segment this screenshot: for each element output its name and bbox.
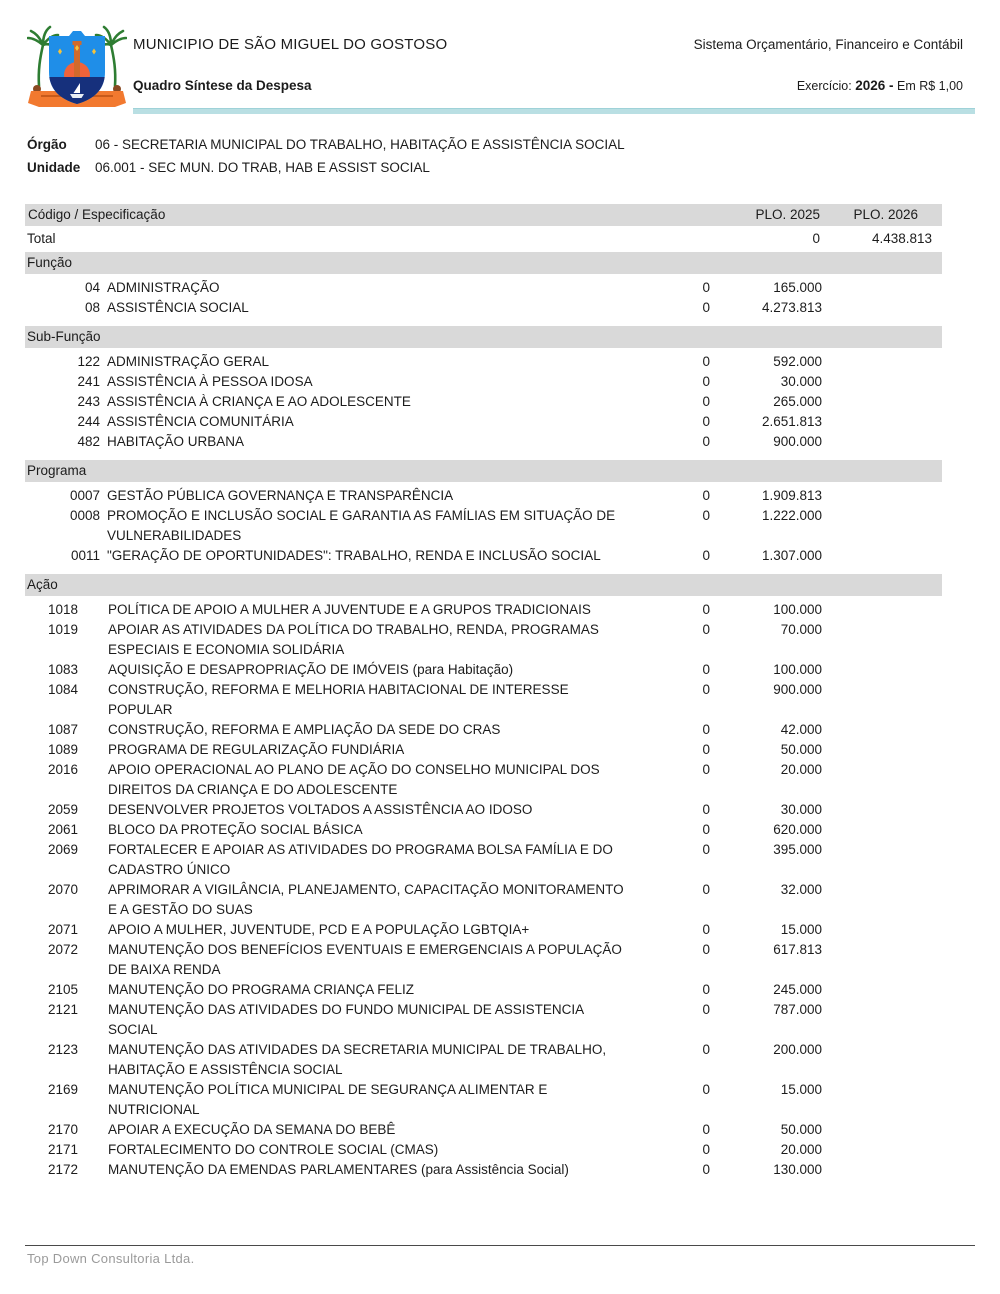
table-row xyxy=(25,372,942,392)
total-plo-2025: 0 xyxy=(812,231,820,246)
section-title-bar xyxy=(25,252,942,274)
table-header-row xyxy=(25,204,942,226)
row-plo-2026: 1.307.000 xyxy=(761,548,822,563)
row-plo-2026: 787.000 xyxy=(773,1002,822,1017)
table-row xyxy=(25,720,942,740)
row-plo-2025: 0 xyxy=(702,548,710,563)
row-plo-2026: 592.000 xyxy=(773,354,822,369)
row-plo-2025: 0 xyxy=(702,300,710,315)
row-code: 2121 xyxy=(47,1002,78,1017)
row-code: 1083 xyxy=(47,662,78,677)
row-code: 1087 xyxy=(47,722,78,737)
row-plo-2026: 1.222.000 xyxy=(761,508,822,523)
table-row xyxy=(25,506,942,546)
row-code: 1084 xyxy=(47,682,78,697)
section-title-bar xyxy=(25,460,942,482)
section-title: Programa xyxy=(27,463,87,478)
row-plo-2026: 617.813 xyxy=(773,942,822,957)
column-header-plo-2025: PLO. 2025 xyxy=(755,207,820,222)
row-plo-2026: 42.000 xyxy=(780,722,822,737)
section-rows xyxy=(25,600,942,1180)
table-row xyxy=(25,1140,942,1160)
section-programa xyxy=(25,460,942,566)
row-code: 241 xyxy=(77,374,100,389)
row-plo-2026: 70.000 xyxy=(780,622,822,637)
table-row xyxy=(25,486,942,506)
table-row xyxy=(25,1160,942,1180)
row-plo-2025: 0 xyxy=(702,1042,710,1057)
table-row xyxy=(25,920,942,940)
row-plo-2025: 0 xyxy=(702,842,710,857)
row-description: GESTÃO PÚBLICA GOVERNANÇA E TRANSPARÊNCIA xyxy=(107,488,454,503)
row-plo-2026: 265.000 xyxy=(773,394,822,409)
row-plo-2025: 0 xyxy=(702,1122,710,1137)
table-row xyxy=(25,820,942,840)
row-description: MANUTENÇÃO DO PROGRAMA CRIANÇA FELIZ xyxy=(108,982,415,997)
row-description: BLOCO DA PROTEÇÃO SOCIAL BÁSICA xyxy=(108,822,363,837)
row-plo-2025: 0 xyxy=(702,488,710,503)
orgao-label: Órgão xyxy=(27,137,67,152)
row-plo-2026: 30.000 xyxy=(780,802,822,817)
row-code: 0007 xyxy=(69,488,100,503)
row-description: APRIMORAR A VIGILÂNCIA, PLANEJAMENTO, CAPACITAÇÃO MONITORAMENTO E A GESTÃO DO SUAS xyxy=(108,882,624,917)
report-header xyxy=(25,20,975,116)
row-plo-2025: 0 xyxy=(702,354,710,369)
row-plo-2026: 900.000 xyxy=(773,682,822,697)
total-plo-2026: 4.438.813 xyxy=(871,231,932,246)
row-plo-2025: 0 xyxy=(702,622,710,637)
unidade-value: 06.001 - SEC MUN. DO TRAB, HAB E ASSIST SOCIAL xyxy=(95,160,430,175)
row-code: 2105 xyxy=(47,982,78,997)
total-row xyxy=(25,228,942,249)
row-description: AQUISIÇÃO E DESAPROPRIAÇÃO DE IMÓVEIS (para Habitação) xyxy=(108,662,514,677)
row-description: POLÍTICA DE APOIO A MULHER A JUVENTUDE E A GRUPOS TRADICIONAIS xyxy=(108,602,591,617)
row-code: 122 xyxy=(77,354,100,369)
table-row xyxy=(25,620,942,660)
row-plo-2025: 0 xyxy=(702,982,710,997)
row-description: FORTALECER E APOIAR AS ATIVIDADES DO PROGRAMA BOLSA FAMÍLIA E DO CADASTRO ÚNICO xyxy=(108,842,613,877)
row-plo-2026: 32.000 xyxy=(780,882,822,897)
row-plo-2026: 1.909.813 xyxy=(761,488,822,503)
row-plo-2025: 0 xyxy=(702,762,710,777)
row-description: PROGRAMA DE REGULARIZAÇÃO FUNDIÁRIA xyxy=(108,742,405,757)
row-code: 2059 xyxy=(47,802,78,817)
row-plo-2025: 0 xyxy=(702,280,710,295)
row-description: ASSISTÊNCIA COMUNITÁRIA xyxy=(107,414,294,429)
row-plo-2026: 2.651.813 xyxy=(761,414,822,429)
row-description: APOIO OPERACIONAL AO PLANO DE AÇÃO DO CONSELHO MUNICIPAL DOS DIREITOS DA CRIANÇA E DO ADOLESCENTE xyxy=(108,762,600,797)
table-row xyxy=(25,1120,942,1140)
row-description: APOIAR A EXECUÇÃO DA SEMANA DO BEBÊ xyxy=(108,1122,396,1137)
row-description: ASSISTÊNCIA À CRIANÇA E AO ADOLESCENTE xyxy=(107,394,411,409)
row-code: 0008 xyxy=(69,508,100,523)
row-plo-2026: 100.000 xyxy=(773,662,822,677)
row-description: PROMOÇÃO E INCLUSÃO SOCIAL E GARANTIA AS FAMÍLIAS EM SITUAÇÃO DE VULNERABILIDADES xyxy=(107,508,616,543)
table-row xyxy=(25,680,942,720)
row-code: 1089 xyxy=(47,742,78,757)
table-row xyxy=(25,1040,942,1080)
table-row xyxy=(25,546,942,566)
table-row xyxy=(25,880,942,920)
currency-unit-note: Em R$ 1,00 xyxy=(896,79,963,93)
row-description: MANUTENÇÃO DAS ATIVIDADES DA SECRETARIA MUNICIPAL DE TRABALHO, HABITAÇÃO E ASSISTÊNCIA SOCIAL xyxy=(108,1042,607,1077)
municipal-coat-of-arms-icon xyxy=(27,22,127,114)
row-code: 2123 xyxy=(47,1042,78,1057)
row-plo-2025: 0 xyxy=(702,1162,710,1177)
section-sub-funcao xyxy=(25,326,942,452)
row-plo-2025: 0 xyxy=(702,374,710,389)
row-description: ADMINISTRAÇÃO xyxy=(107,280,220,295)
table-row xyxy=(25,800,942,820)
table-row xyxy=(25,352,942,372)
row-plo-2025: 0 xyxy=(702,742,710,757)
section-title-bar xyxy=(25,326,942,348)
section-title: Sub-Função xyxy=(27,329,101,344)
row-plo-2025: 0 xyxy=(702,1082,710,1097)
row-code: 2169 xyxy=(47,1082,78,1097)
row-description: ASSISTÊNCIA SOCIAL xyxy=(107,300,249,315)
table-row xyxy=(25,432,942,452)
table-row xyxy=(25,1000,942,1040)
row-code: 2171 xyxy=(47,1142,78,1157)
table-row xyxy=(25,1080,942,1120)
row-plo-2025: 0 xyxy=(702,722,710,737)
row-plo-2026: 4.273.813 xyxy=(761,300,822,315)
section-title: Função xyxy=(27,255,73,270)
row-description: CONSTRUÇÃO, REFORMA E AMPLIAÇÃO DA SEDE DO CRAS xyxy=(108,722,501,737)
row-plo-2026: 130.000 xyxy=(773,1162,822,1177)
row-code: 482 xyxy=(77,434,100,449)
section-title: Ação xyxy=(27,577,58,592)
row-plo-2025: 0 xyxy=(702,394,710,409)
row-plo-2026: 200.000 xyxy=(773,1042,822,1057)
row-plo-2026: 50.000 xyxy=(780,1122,822,1137)
row-code: 2072 xyxy=(47,942,78,957)
unidade-label: Unidade xyxy=(27,160,81,175)
report-footer xyxy=(25,1245,975,1266)
row-code: 2069 xyxy=(47,842,78,857)
section-rows xyxy=(25,278,942,318)
row-plo-2026: 245.000 xyxy=(773,982,822,997)
row-description: MANUTENÇÃO DAS ATIVIDADES DO FUNDO MUNICIPAL DE ASSISTENCIA SOCIAL xyxy=(108,1002,584,1037)
orgao-value: 06 - SECRETARIA MUNICIPAL DO TRABALHO, HABITAÇÃO E ASSISTÊNCIA SOCIAL xyxy=(95,137,625,152)
section-acao xyxy=(25,574,942,1180)
table-row xyxy=(25,740,942,760)
report-title: Quadro Síntese da Despesa xyxy=(133,78,312,93)
row-plo-2025: 0 xyxy=(702,822,710,837)
row-code: 2061 xyxy=(47,822,78,837)
row-code: 1018 xyxy=(47,602,78,617)
section-rows xyxy=(25,486,942,566)
row-plo-2026: 15.000 xyxy=(780,922,822,937)
exercise-year: 2026 - xyxy=(855,78,894,93)
row-plo-2025: 0 xyxy=(702,802,710,817)
row-code: 0011 xyxy=(70,548,100,563)
municipality-name: MUNICIPIO DE SÃO MIGUEL DO GOSTOSO xyxy=(133,36,448,53)
row-plo-2026: 620.000 xyxy=(773,822,822,837)
row-description: MANUTENÇÃO POLÍTICA MUNICIPAL DE SEGURANÇA ALIMENTAR E NUTRICIONAL xyxy=(108,1082,548,1117)
table-row xyxy=(25,940,942,980)
row-plo-2025: 0 xyxy=(702,682,710,697)
row-code: 04 xyxy=(84,280,100,295)
row-plo-2026: 20.000 xyxy=(780,762,822,777)
row-description: HABITAÇÃO URBANA xyxy=(107,434,245,449)
row-plo-2025: 0 xyxy=(702,1142,710,1157)
table-row xyxy=(25,660,942,680)
row-plo-2025: 0 xyxy=(702,414,710,429)
row-plo-2026: 900.000 xyxy=(773,434,822,449)
table-row xyxy=(25,278,942,298)
row-description: APOIO A MULHER, JUVENTUDE, PCD E A POPULAÇÃO LGBTQIA+ xyxy=(108,922,530,937)
total-label: Total xyxy=(27,231,56,246)
table-row xyxy=(25,980,942,1000)
row-plo-2025: 0 xyxy=(702,1002,710,1017)
row-plo-2025: 0 xyxy=(702,882,710,897)
row-code: 1019 xyxy=(47,622,78,637)
row-description: ASSISTÊNCIA À PESSOA IDOSA xyxy=(107,374,313,389)
row-plo-2026: 15.000 xyxy=(780,1082,822,1097)
section-title-bar xyxy=(25,574,942,596)
row-plo-2026: 165.000 xyxy=(773,280,822,295)
table-row xyxy=(25,600,942,620)
row-plo-2026: 30.000 xyxy=(780,374,822,389)
row-plo-2026: 395.000 xyxy=(773,842,822,857)
row-description: APOIAR AS ATIVIDADES DA POLÍTICA DO TRABALHO, RENDA, PROGRAMAS ESPECIAIS E ECONOMIA SOLIDÁRIA xyxy=(108,622,599,657)
row-plo-2025: 0 xyxy=(702,942,710,957)
header-divider xyxy=(133,108,975,114)
exercise-line xyxy=(797,78,963,93)
row-description: MANUTENÇÃO DOS BENEFÍCIOS EVENTUAIS E EMERGENCIAIS A POPULAÇÃO DE BAIXA RENDA xyxy=(108,942,622,977)
exercise-label: Exercício: xyxy=(796,79,852,93)
section-funcao xyxy=(25,252,942,318)
expense-summary-table xyxy=(25,204,942,1188)
row-code: 2170 xyxy=(47,1122,78,1137)
row-code: 2172 xyxy=(47,1162,78,1177)
row-plo-2025: 0 xyxy=(702,434,710,449)
row-code: 08 xyxy=(84,300,100,315)
table-row xyxy=(25,298,942,318)
table-row xyxy=(25,840,942,880)
column-header-plo-2026: PLO. 2026 xyxy=(853,207,918,222)
row-code: 244 xyxy=(77,414,100,429)
row-description: DESENVOLVER PROJETOS VOLTADOS A ASSISTÊNCIA AO IDOSO xyxy=(108,802,533,817)
row-code: 2071 xyxy=(47,922,78,937)
footer-company: Top Down Consultoria Ltda. xyxy=(27,1251,195,1266)
row-plo-2025: 0 xyxy=(702,508,710,523)
report-scope-block xyxy=(27,134,627,178)
table-row xyxy=(25,412,942,432)
row-description: MANUTENÇÃO DA EMENDAS PARLAMENTARES (para Assistência Social) xyxy=(108,1162,569,1177)
row-plo-2025: 0 xyxy=(702,602,710,617)
row-plo-2025: 0 xyxy=(702,662,710,677)
system-name: Sistema Orçamentário, Financeiro e Contábil xyxy=(693,37,963,52)
row-plo-2025: 0 xyxy=(702,922,710,937)
row-code: 2016 xyxy=(47,762,78,777)
row-plo-2026: 50.000 xyxy=(780,742,822,757)
row-plo-2026: 20.000 xyxy=(780,1142,822,1157)
table-row xyxy=(25,392,942,412)
table-row xyxy=(25,760,942,800)
row-description: "GERAÇÃO DE OPORTUNIDADES": TRABALHO, RENDA E INCLUSÃO SOCIAL xyxy=(107,548,601,563)
table-sections xyxy=(25,252,942,1180)
row-code: 243 xyxy=(77,394,100,409)
row-plo-2026: 100.000 xyxy=(773,602,822,617)
row-code: 2070 xyxy=(47,882,78,897)
row-description: FORTALECIMENTO DO CONTROLE SOCIAL (CMAS) xyxy=(108,1142,439,1157)
row-description: ADMINISTRAÇÃO GERAL xyxy=(107,354,270,369)
section-rows xyxy=(25,352,942,452)
column-header-especificacao: Código / Especificação xyxy=(28,207,166,222)
row-description: CONSTRUÇÃO, REFORMA E MELHORIA HABITACIONAL DE INTERESSE POPULAR xyxy=(108,682,569,717)
